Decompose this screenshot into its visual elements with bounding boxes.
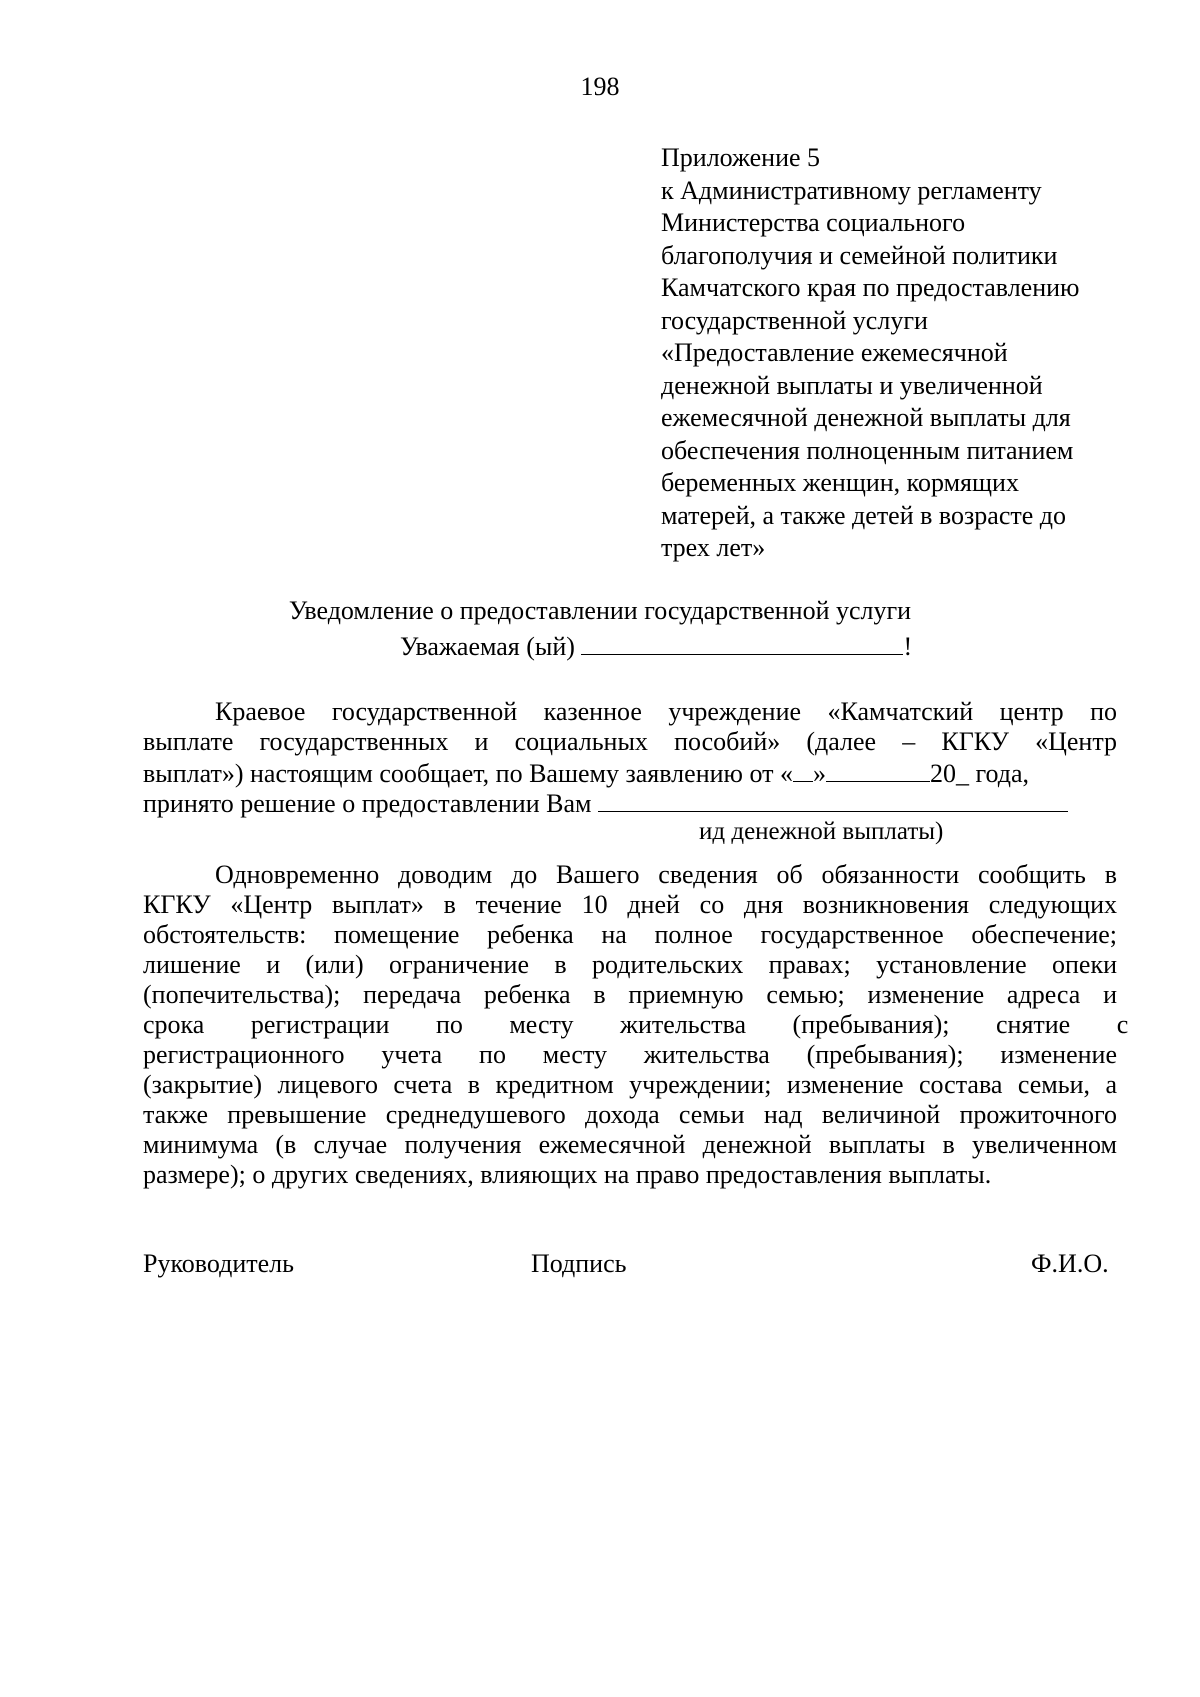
appendix-line: ежемесячной денежной выплаты для	[661, 403, 1071, 432]
date-quote-close: »	[812, 759, 826, 788]
appendix-line: Приложение 5	[661, 143, 821, 172]
paragraph-1	[143, 697, 1117, 847]
paragraph-line: срока регистрации по месту жительства (пребывания); снятие с	[143, 1010, 1129, 1039]
paragraph-line: выплате государственных и социальных пособий» (далее – КГКУ «Центр	[143, 727, 1117, 756]
paragraph-line-decision	[143, 787, 1117, 817]
page-number: 198	[580, 72, 620, 101]
appendix-line: Министерства социального	[661, 208, 966, 237]
signature-sign: Подпись	[531, 1249, 627, 1278]
appendix-line: государственной услуги	[661, 305, 928, 335]
signature-head: Руководитель	[143, 1249, 294, 1278]
signature-name: Ф.И.О.	[1031, 1249, 1109, 1278]
paragraph-line-last: размере); о других сведениях, влияющих на право предоставления выплаты.	[143, 1160, 992, 1189]
notice-title: Уведомление о предоставлении государственной услуги	[288, 596, 912, 625]
paragraph-line: обстоятельств: помещение ребенка на полное государственное обеспечение;	[143, 920, 1117, 949]
appendix-block	[661, 142, 1079, 565]
paragraph-line: также превышение среднедушевого дохода семьи над величиной прожиточного	[143, 1100, 1117, 1129]
greeting-prefix: Уважаемая (ый)	[400, 632, 575, 661]
appendix-line: обеспечения полноценным питанием	[661, 435, 1074, 465]
paragraph-line: регистрационного учета по месту жительства (пребывания); изменение	[143, 1040, 1117, 1069]
appendix-line: «Предоставление ежемесячной	[661, 338, 1008, 367]
appendix-line: Камчатского края по предоставлению	[661, 273, 1080, 302]
greeting-suffix: !	[903, 632, 913, 661]
paragraph-line: лишение и (или) ограничение в родительских правах; установление опеки	[143, 950, 1117, 979]
appendix-line: денежной выплаты и увеличенной	[661, 370, 1043, 400]
date-prefix: выплат») настоящим сообщает, по Вашему заявлению от «	[143, 759, 793, 788]
recipient-name-blank	[581, 630, 903, 655]
payment-type-blank	[598, 787, 1068, 812]
paragraph-line: минимума (в случае получения ежемесячной денежной выплаты в увеличенном	[143, 1130, 1117, 1159]
day-blank	[793, 757, 813, 782]
appendix-line: к Административному регламенту	[661, 175, 1042, 205]
greeting	[400, 630, 912, 660]
paragraph-line: КГКУ «Центр выплат» в течение 10 дней со дня возникновения следующих	[143, 890, 1117, 919]
month-blank	[826, 757, 930, 782]
paragraph-line: (попечительства); передача ребенка в приемную семью; изменение адреса и	[143, 980, 1117, 1009]
appendix-line: трех лет»	[661, 533, 766, 562]
paragraph-line-date	[143, 757, 1117, 787]
paragraph-line: Одновременно доводим до Вашего сведения об обязанности сообщить в	[215, 860, 1117, 889]
payment-type-caption: ид денежной выплаты)	[699, 818, 944, 845]
appendix-line: благополучия и семейной политики	[661, 240, 1058, 270]
date-year: 20_ года,	[929, 759, 1030, 788]
decision-text: принято решение о предоставлении Вам	[143, 789, 592, 818]
appendix-line: матерей, а также детей в возрасте до	[661, 500, 1066, 530]
paragraph-line: Краевое государственной казенное учреждение «Камчатский центр по	[215, 697, 1117, 726]
appendix-line: беременных женщин, кормящих	[661, 468, 1019, 497]
paragraph-line: (закрытие) лицевого счета в кредитном учреждении; изменение состава семьи, а	[143, 1070, 1117, 1099]
paragraph-2	[143, 860, 1129, 1190]
